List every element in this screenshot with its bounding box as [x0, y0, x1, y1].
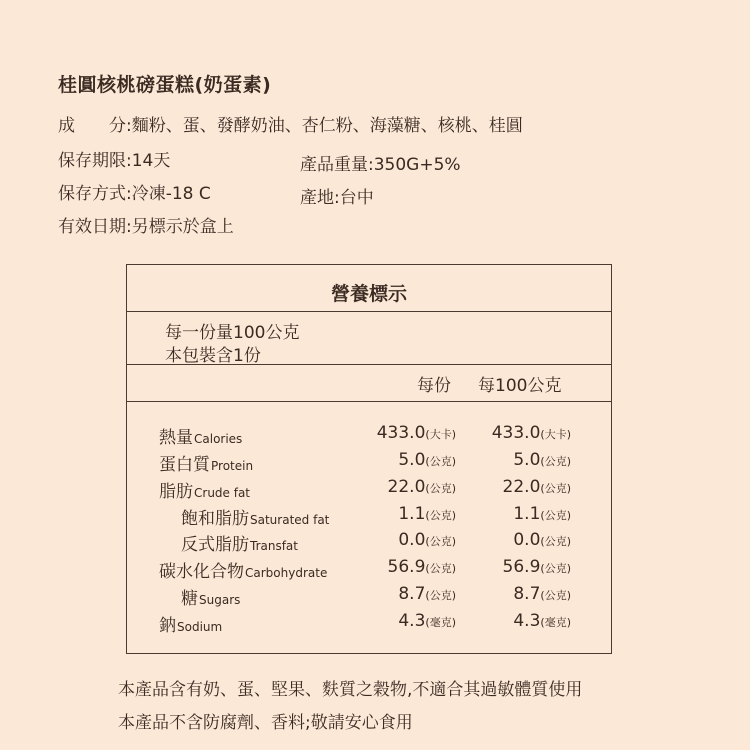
- per-100g-unit: (公克): [540, 509, 571, 522]
- nutrient-name-zh: 反式脂肪: [181, 535, 249, 555]
- per-serving-value: [388, 557, 456, 577]
- nutrient-name: [159, 477, 250, 502]
- allergen-note: 本產品含有奶、蛋、堅果、麩質之穀物,不適合其過敏體質使用: [118, 680, 583, 700]
- nutrient-name: [159, 450, 253, 475]
- nutrition-row: [127, 557, 611, 583]
- divider: [127, 401, 611, 402]
- expiry-line: [58, 212, 234, 237]
- per-serving-number: 8.7: [398, 584, 426, 604]
- ingredients-line: [58, 111, 523, 136]
- ingredients-label: 成 分:: [58, 116, 132, 136]
- nutrient-name-zh: 熱量: [159, 428, 193, 448]
- shelf-life-line: [58, 146, 170, 171]
- nutrient-name-zh: 飽和脂肪: [181, 509, 249, 529]
- per-100g-unit: (公克): [540, 535, 571, 548]
- per-100g-number: 1.1: [513, 504, 541, 524]
- nutrition-row: [127, 477, 611, 503]
- per-100g-number: 433.0: [491, 423, 541, 443]
- per-100g-unit: (大卡): [540, 428, 571, 441]
- nutrient-name: [181, 504, 329, 529]
- nutrient-name-en: Sugars: [199, 593, 241, 607]
- per-serving-number: 0.0: [398, 530, 426, 550]
- per-serving-unit: (公克): [425, 509, 456, 522]
- per-serving-number: 5.0: [398, 450, 426, 470]
- nutrient-name: [181, 584, 240, 609]
- per-serving-number: 56.9: [387, 557, 426, 577]
- nutrient-name-en: Sodium: [177, 620, 223, 634]
- nutrient-name: [181, 530, 298, 555]
- col-per-100g: 每100公克: [478, 376, 562, 396]
- per-serving-unit: (公克): [425, 562, 456, 575]
- per-100g-number: 5.0: [513, 450, 541, 470]
- per-serving-number: 433.0: [376, 423, 426, 443]
- per-serving-unit: (公克): [425, 589, 456, 602]
- expiry-label: 有效日期:: [58, 217, 132, 237]
- per-serving-unit: (公克): [425, 455, 456, 468]
- per-100g-number: 0.0: [513, 530, 541, 550]
- per-100g-number: 22.0: [502, 477, 541, 497]
- per-serving-value: [398, 584, 456, 604]
- storage-label: 保存方式:: [58, 184, 132, 204]
- per-100g-unit: (公克): [540, 455, 571, 468]
- per-100g-value: [503, 477, 571, 497]
- per-100g-value: [503, 557, 571, 577]
- per-serving-unit: (毫克): [425, 616, 456, 629]
- expiry-value: 另標示於盒上: [131, 217, 234, 237]
- weight-line: [300, 150, 461, 175]
- per-serving-value: [398, 530, 456, 550]
- weight-value: 350G+5%: [373, 155, 461, 175]
- nutrition-row: [127, 504, 611, 530]
- per-serving-number: 22.0: [387, 477, 426, 497]
- storage-line: [58, 179, 211, 204]
- shelf-life-label: 保存期限:: [58, 151, 132, 171]
- nutrient-name-zh: 碳水化合物: [159, 562, 244, 582]
- storage-value: 冷凍-18 C: [131, 184, 211, 204]
- origin-label: 產地:: [300, 188, 340, 208]
- shelf-life-value: 14天: [131, 151, 171, 171]
- per-serving-value: [398, 450, 456, 470]
- divider: [127, 364, 611, 365]
- nutrient-name-en: Saturated fat: [250, 513, 330, 527]
- col-per-serving: 每份: [417, 376, 451, 396]
- per-serving-unit: (公克): [425, 482, 456, 495]
- per-100g-value: [513, 611, 571, 631]
- nutrient-name-zh: 鈉: [159, 616, 176, 636]
- nutrition-header: 營養標示: [330, 283, 407, 305]
- nutrition-row: [127, 584, 611, 610]
- serving-size: 每一份量100公克: [165, 323, 300, 343]
- per-100g-unit: (公克): [540, 589, 571, 602]
- nutrient-name-en: Carbohydrate: [245, 566, 328, 580]
- ingredients-value: 麵粉、蛋、發酵奶油、杏仁粉、海藻糖、核桃、桂圓: [131, 116, 523, 136]
- nutrient-name-en: Transfat: [250, 539, 298, 553]
- per-100g-number: 56.9: [502, 557, 541, 577]
- per-100g-unit: (公克): [540, 482, 571, 495]
- per-serving-value: [398, 504, 456, 524]
- nutrient-name: [159, 557, 327, 582]
- nutrition-row: [127, 450, 611, 476]
- per-serving-number: 4.3: [398, 611, 426, 631]
- product-title: 桂圓核桃磅蛋糕(奶蛋素): [58, 74, 272, 96]
- per-100g-value: [513, 504, 571, 524]
- nutrient-name-en: Protein: [211, 459, 254, 473]
- per-100g-number: 4.3: [513, 611, 541, 631]
- per-serving-value: [388, 477, 456, 497]
- per-100g-value: [492, 423, 571, 443]
- per-100g-unit: (毫克): [540, 616, 571, 629]
- weight-label: 產品重量:: [300, 155, 374, 175]
- nutrient-name-zh: 蛋白質: [159, 455, 210, 475]
- nutrient-name-zh: 脂肪: [159, 482, 193, 502]
- nutrient-name: [159, 611, 222, 636]
- per-serving-unit: (大卡): [425, 428, 456, 441]
- nutrient-name-en: Crude fat: [194, 486, 251, 500]
- per-100g-unit: (公克): [540, 562, 571, 575]
- nutrient-name-zh: 糖: [181, 589, 198, 609]
- per-serving-number: 1.1: [398, 504, 426, 524]
- nutrition-row: [127, 423, 611, 449]
- per-100g-number: 8.7: [513, 584, 541, 604]
- nutrient-name-en: Calories: [194, 432, 243, 446]
- per-serving-value: [398, 611, 456, 631]
- per-serving-unit: (公克): [425, 535, 456, 548]
- nutrition-row: [127, 530, 611, 556]
- nutrient-name: [159, 423, 242, 448]
- per-100g-value: [513, 530, 571, 550]
- divider: [127, 311, 611, 312]
- per-100g-value: [513, 450, 571, 470]
- preservative-note: 本產品不含防腐劑、香料;敬請安心食用: [118, 713, 413, 733]
- nutrition-table: [126, 264, 612, 654]
- nutrition-row: [127, 611, 611, 637]
- servings-per-pack: 本包裝含1份: [165, 346, 261, 366]
- origin-line: [300, 183, 374, 208]
- origin-value: 台中: [339, 188, 374, 208]
- per-serving-value: [377, 423, 456, 443]
- per-100g-value: [513, 584, 571, 604]
